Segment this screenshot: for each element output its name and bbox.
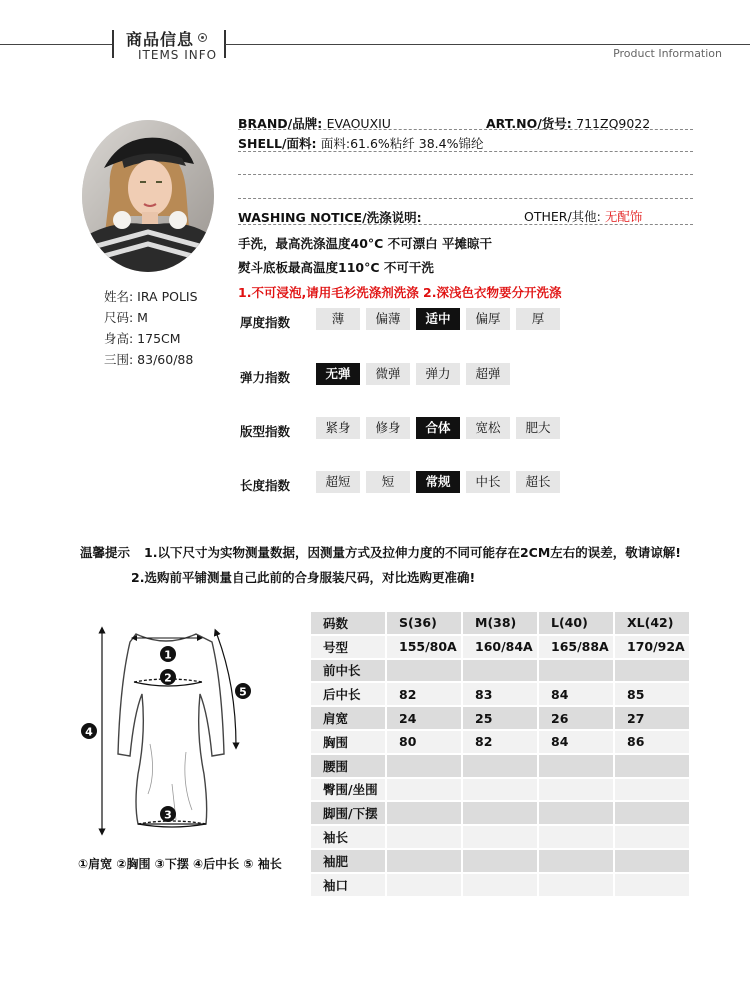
index-option: 弹力: [416, 363, 460, 385]
table-cell: [463, 802, 537, 824]
header-right-label: Product Information: [613, 47, 722, 60]
svg-text:1: 1: [164, 648, 172, 662]
row-label-cell: 袖口: [311, 874, 385, 896]
table-cell: 80: [387, 731, 461, 753]
table-row: [311, 683, 689, 705]
table-cell: [463, 826, 537, 848]
index-label: 厚度指数: [240, 315, 291, 330]
table-cell: [387, 874, 461, 896]
table-row: [311, 636, 689, 658]
svg-text:4: 4: [85, 725, 93, 739]
shell-row: [238, 134, 483, 152]
table-cell: XL(42): [615, 612, 689, 634]
header-bar-left: [112, 30, 114, 58]
model-measurements: 三围: 83/60/88: [104, 352, 194, 367]
marker-2: [160, 669, 176, 685]
header-dot-icon: [198, 33, 207, 42]
table-cell: 83: [463, 683, 537, 705]
table-cell: [387, 850, 461, 872]
wash-line-1: 手洗，最高洗涤温度40°C 不可漂白 平摊晾干: [238, 236, 493, 251]
table-cell: 165/88A: [539, 636, 613, 658]
table-cell: [387, 802, 461, 824]
index-label: 弹力指数: [240, 370, 291, 385]
brand-value: EVAOUXIU: [326, 116, 391, 131]
svg-text:3: 3: [164, 808, 172, 822]
table-row: [311, 660, 689, 682]
washing-label: WASHING NOTICE/洗涤说明:: [238, 210, 422, 225]
table-row: [311, 779, 689, 801]
table-cell: 84: [539, 683, 613, 705]
index-option: 超短: [316, 471, 360, 493]
table-cell: S(36): [387, 612, 461, 634]
table-row: [311, 731, 689, 753]
row-label-cell: 袖肥: [311, 850, 385, 872]
table-cell: 160/84A: [463, 636, 537, 658]
table-cell: [539, 779, 613, 801]
size-table: [309, 610, 691, 898]
index-option: 厚: [516, 308, 560, 330]
table-cell: 155/80A: [387, 636, 461, 658]
wash-line-2: 熨斗底板最高温度110°C 不可干洗: [238, 260, 434, 275]
index-option-selected: 常规: [416, 471, 460, 493]
index-option-selected: 无弹: [316, 363, 360, 385]
other-label: OTHER/其他:: [524, 209, 601, 224]
table-cell: [615, 802, 689, 824]
table-cell: [387, 826, 461, 848]
table-cell: M(38): [463, 612, 537, 634]
art-value: 711ZQ9022: [576, 116, 651, 131]
header-title-cn: 商品信息: [126, 30, 195, 49]
table-row: [311, 707, 689, 729]
model-name: 姓名: IRA POLIS: [104, 289, 198, 304]
index-option-selected: 合体: [416, 417, 460, 439]
table-row: [311, 850, 689, 872]
table-cell: 84: [539, 731, 613, 753]
index-option: 短: [366, 471, 410, 493]
index-option: 微弹: [366, 363, 410, 385]
table-cell: [615, 755, 689, 777]
other-value: 无配饰: [604, 209, 643, 224]
model-height: 身高: 175CM: [104, 331, 181, 346]
header-rule-left: [0, 44, 112, 45]
table-cell: [387, 779, 461, 801]
index-option: 偏厚: [466, 308, 510, 330]
marker-5: [235, 683, 251, 699]
index-label: 版型指数: [240, 424, 291, 439]
marker-3: [160, 806, 176, 822]
index-option: 超弹: [466, 363, 510, 385]
index-option: 修身: [366, 417, 410, 439]
table-cell: [615, 660, 689, 682]
row-label-cell: 脚围/下摆: [311, 802, 385, 824]
row-label-cell: 号型: [311, 636, 385, 658]
model-portrait: [82, 120, 214, 272]
marker-1: [160, 646, 176, 662]
table-cell: [463, 874, 537, 896]
table-cell: 26: [539, 707, 613, 729]
tips-line-1: 1.以下尺寸为实物测量数据，因测量方式及拉伸力度的不同可能存在2CM左右的误差，敬请谅解!: [144, 545, 681, 560]
row-label-cell: 袖长: [311, 826, 385, 848]
model-size: 尺码: M: [104, 310, 148, 325]
shell-label: SHELL/面料:: [238, 136, 317, 151]
divider: [238, 224, 693, 225]
other-row: [524, 207, 642, 225]
index-option-selected: 适中: [416, 308, 460, 330]
table-cell: [615, 779, 689, 801]
table-cell: [463, 755, 537, 777]
tips-line-2: 2.选购前平铺测量自己此前的合身服装尺码，对比选购更准确!: [131, 570, 476, 585]
table-cell: [387, 660, 461, 682]
index-option: 紧身: [316, 417, 360, 439]
table-row: [311, 802, 689, 824]
table-cell: L(40): [539, 612, 613, 634]
row-label-cell: 后中长: [311, 683, 385, 705]
marker-4: [81, 723, 97, 739]
index-option: 肥大: [516, 417, 560, 439]
table-row: [311, 755, 689, 777]
table-cell: [387, 755, 461, 777]
row-label-cell: 胸围: [311, 731, 385, 753]
dress-diagram: [76, 624, 266, 846]
table-row: [311, 826, 689, 848]
row-label-cell: 臀围/坐围: [311, 779, 385, 801]
table-cell: [539, 802, 613, 824]
table-cell: [539, 826, 613, 848]
diagram-legend: ①肩宽 ②胸围 ③下摆 ④后中长 ⑤ 袖长: [78, 857, 282, 871]
svg-text:2: 2: [164, 671, 172, 685]
table-cell: 82: [463, 731, 537, 753]
row-label-cell: 腰围: [311, 755, 385, 777]
table-cell: 27: [615, 707, 689, 729]
table-cell: [539, 755, 613, 777]
divider: [238, 129, 693, 130]
svg-text:5: 5: [239, 685, 247, 699]
divider: [238, 174, 693, 175]
index-option: 薄: [316, 308, 360, 330]
index-option: 超长: [516, 471, 560, 493]
table-cell: 24: [387, 707, 461, 729]
table-row: [311, 874, 689, 896]
index-option: 偏薄: [366, 308, 410, 330]
divider: [238, 198, 693, 199]
table-cell: [615, 874, 689, 896]
table-cell: [615, 850, 689, 872]
table-cell: [539, 874, 613, 896]
shell-value: 面料:61.6%粘纤 38.4%锦纶: [320, 136, 484, 151]
row-label-cell: 前中长: [311, 660, 385, 682]
row-label-cell: 肩宽: [311, 707, 385, 729]
table-cell: [539, 660, 613, 682]
header-title-en: ITEMS INFO: [138, 48, 218, 62]
divider: [238, 151, 693, 152]
table-cell: 82: [387, 683, 461, 705]
table-cell: [615, 826, 689, 848]
table-cell: [463, 779, 537, 801]
table-cell: 25: [463, 707, 537, 729]
index-option: 宽松: [466, 417, 510, 439]
brand-label: BRAND/品牌:: [238, 116, 323, 131]
table-cell: 85: [615, 683, 689, 705]
table-cell: 170/92A: [615, 636, 689, 658]
table-cell: [463, 660, 537, 682]
row-label-cell: 码数: [311, 612, 385, 634]
header-rule-right: [225, 44, 750, 45]
art-label: ART.NO/货号:: [486, 116, 572, 131]
index-label: 长度指数: [240, 478, 291, 493]
index-option: 中长: [466, 471, 510, 493]
table-header-row: [311, 612, 689, 634]
table-cell: [539, 850, 613, 872]
tips-label: 温馨提示: [80, 545, 131, 560]
table-cell: [463, 850, 537, 872]
table-cell: 86: [615, 731, 689, 753]
wash-warning: 1.不可浸泡,请用毛衫洗涤剂洗涤 2.深浅色衣物要分开洗涤: [238, 285, 562, 300]
